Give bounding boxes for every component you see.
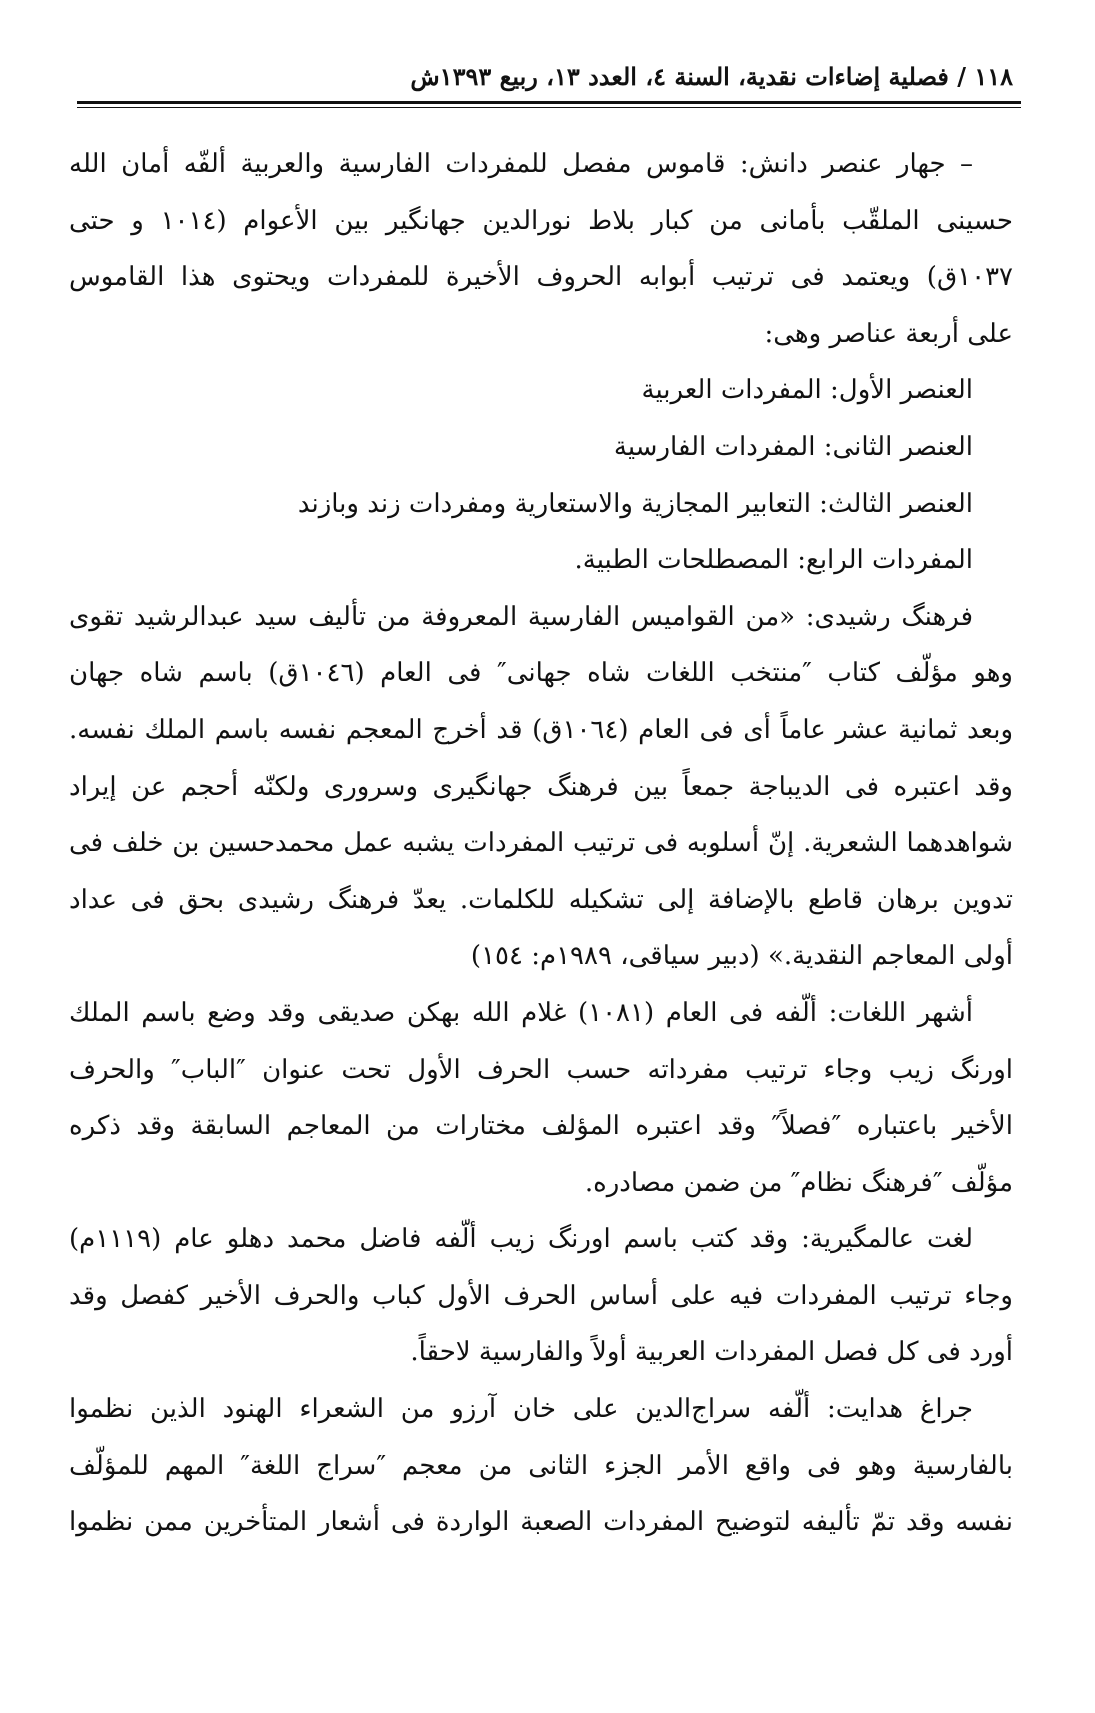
text-line: حسينى الملقّب بأمانى من كبار بلاط نورالدين جهانگير بين الأعوام (١٠١٤ و حتى bbox=[69, 205, 1013, 236]
header-rule-thin bbox=[77, 107, 1021, 108]
text-line: العنصر الأول: المفردات العربية bbox=[641, 375, 973, 406]
text-line: على أربعة عناصر وهى: bbox=[764, 318, 1013, 349]
text-line: وبعد ثمانية عشر عاماً أى فى العام (١٠٦٤ق) قد أخرج المعجم نفسه باسم الملك نفسه. bbox=[69, 714, 1013, 745]
running-header: ١١٨ / فصلية إضاءات نقدية، السنة ٤، العدد ١٣، ربيع ١٣٩٣ش bbox=[410, 62, 1013, 91]
text-line: لغت عالمگيرية: وقد كتب باسم اورنگ زيب ألّفه فاضل محمد دهلو عام (١١١٩م) bbox=[69, 1224, 973, 1255]
text-line: المفردات الرابع: المصطلحات الطبية. bbox=[574, 545, 973, 576]
text-line: جراغ هدايت: ألّفه سراج‌الدين على خان آرزو من الشعراء الهنود الذين نظموا bbox=[69, 1394, 973, 1425]
text-line: وجاء ترتيب المفردات فيه على أساس الحرف الأول كباب والحرف الأخير كفصل وقد bbox=[69, 1280, 1013, 1311]
text-line: وهو مؤلّف كتاب ″منتخب اللغات شاه جهانى″ فى العام (١٠٤٦ق) باسم شاه جهان bbox=[69, 658, 1013, 689]
header-rule-thick bbox=[77, 101, 1021, 104]
text-line: أورد فى كل فصل المفردات العربية أولاً والفارسية لاحقاً. bbox=[410, 1337, 1013, 1368]
text-line: شواهدهما الشعرية. إنّ أسلوبه فى ترتيب المفردات يشبه عمل محمدحسين بن خلف فى bbox=[69, 828, 1013, 859]
text-line: العنصر الثالث: التعابير المجازية والاستعارية ومفردات زند وبازند bbox=[297, 488, 973, 519]
text-line: – جهار عنصر دانش: قاموس مفصل للمفردات الفارسية والعربية ألفّه أمان الله bbox=[69, 149, 973, 179]
text-line: اورنگ زيب وجاء ترتيب مفرداته حسب الحرف الأول تحت عنوان ″الباب″ والحرف bbox=[69, 1054, 1013, 1085]
text-line: نفسه وقد تمّ تأليفه لتوضيح المفردات الصعبة الواردة فى أشعار المتأخرين ممن نظموا bbox=[69, 1507, 1013, 1538]
body-text bbox=[69, 136, 1013, 1551]
text-line: ١٠٣٧ق) ويعتمد فى ترتيب أبوابه الحروف الأخيرة للمفردات ويحتوى هذا القاموس bbox=[69, 262, 1013, 293]
text-line: بالفارسية وهو فى واقع الأمر الجزء الثانى من معجم ″سراج اللغة″ المهم للمؤلّف bbox=[69, 1450, 1013, 1481]
text-line: أولى المعاجم النقدية.» (دبير سياقى، ١٩٨٩م: ١٥٤) bbox=[470, 941, 1013, 972]
text-line: فرهنگ رشيدى: «من القواميس الفارسية المعروفة من تأليف سيد عبدالرشيد تقوى bbox=[69, 601, 973, 632]
text-line: تدوين برهان قاطع بالإضافة إلى تشكيله للكلمات. يعدّ فرهنگ رشيدى بحق فى عداد bbox=[69, 884, 1013, 915]
text-line: العنصر الثانى: المفردات الفارسية bbox=[613, 431, 973, 462]
text-line: الأخير باعتباره ″فصلاً″ وقد اعتبره المؤلف مختارات من المعاجم السابقة وقد ذكره bbox=[69, 1111, 1013, 1142]
text-line: مؤلّف ″فرهنگ نظام″ من ضمن مصادره. bbox=[584, 1167, 1013, 1198]
text-line: وقد اعتبره فى الديباجة جمعاً بين فرهنگ جهانگيرى وسرورى ولكنّه أحجم عن إيراد bbox=[69, 771, 1013, 802]
text-line: أشهر اللغات: ألّفه فى العام (١٠٨١) غلام الله بهكن صديقى وقد وضع باسم الملك bbox=[69, 997, 973, 1028]
